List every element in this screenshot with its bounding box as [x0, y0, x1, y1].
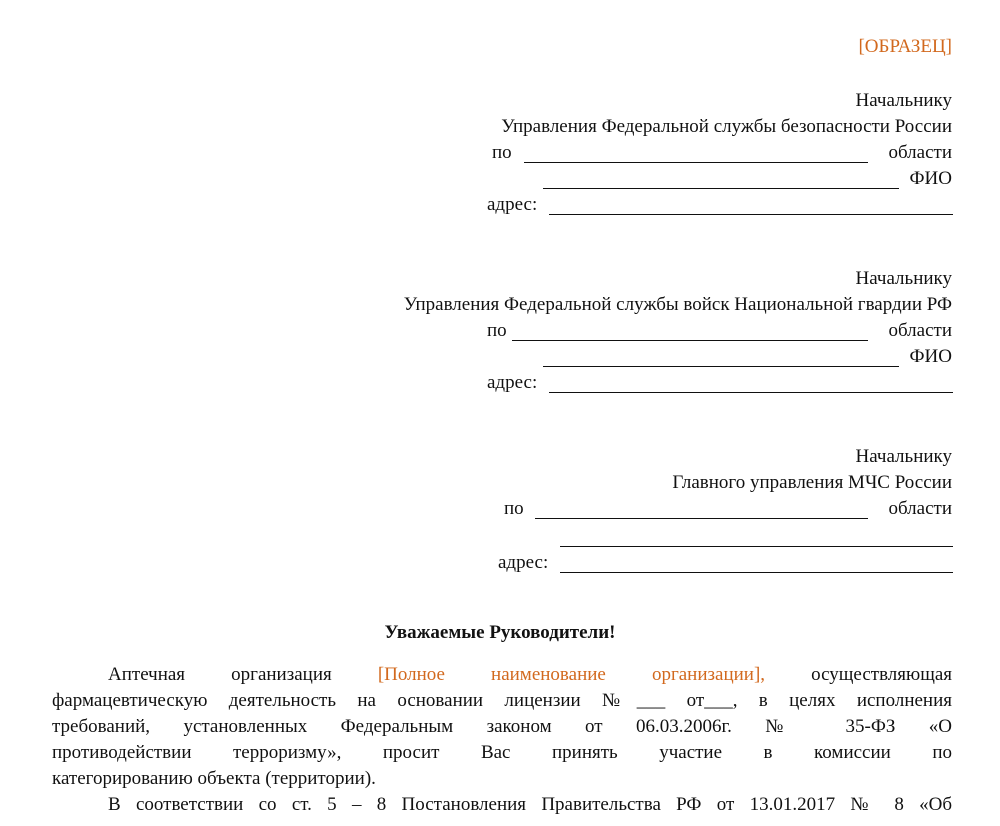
region-blank-line [535, 518, 868, 519]
greeting-heading: Уважаемые Руководители! [384, 622, 616, 643]
sample-mark: [ОБРАЗЕЦ] [858, 36, 952, 57]
body-paragraph-1 [52, 662, 952, 792]
oblast-label: области [888, 320, 952, 341]
po-label: по [504, 498, 524, 519]
org-name-placeholder: [Полное наименование организации], [377, 664, 766, 685]
addressee-title: Начальнику [855, 90, 952, 111]
paragraph-line: категорированию объекта (территории). [52, 768, 376, 789]
address-blank-line [549, 214, 953, 215]
paragraph-line: требований, установленных Федеральным законом от 06.03.2006г. № 35-ФЗ «О [52, 716, 952, 737]
fio-label: ФИО [909, 168, 952, 189]
fio-blank-line [543, 188, 899, 189]
oblast-label: области [888, 142, 952, 163]
paragraph-line: фармацевтическую деятельность на основании лицензии №___ от___, в целях исполнения [52, 690, 952, 711]
paragraph-line: противодействии терроризму», просит Вас принять участие в комиссии по [52, 742, 952, 763]
address-blank-line [549, 392, 953, 393]
po-label: по [492, 142, 512, 163]
paragraph-line: В соответствии со ст. 5 – 8 Постановления Правительства РФ от 13.01.2017 № 8 «Об [108, 794, 952, 815]
address-label: адрес: [498, 552, 549, 573]
paragraph-line: Аптечная организация [Полное наименование организации], осуществляющая [108, 664, 953, 685]
addressee-org: Главного управления МЧС России [672, 472, 952, 493]
address-label: адрес: [487, 372, 538, 393]
oblast-label: области [888, 498, 952, 519]
fio-blank-line [543, 366, 899, 367]
addressee-org: Управления Федеральной службы войск Национальной гвардии РФ [403, 294, 952, 315]
body-paragraph-2 [52, 792, 952, 818]
region-blank-line [524, 162, 868, 163]
addressee-title: Начальнику [855, 446, 952, 467]
address-blank-line [560, 572, 953, 573]
region-blank-line [512, 340, 868, 341]
fio-label: ФИО [909, 346, 952, 367]
address-label: адрес: [487, 194, 538, 215]
fio-blank-line [560, 546, 953, 547]
po-label: по [487, 320, 507, 341]
addressee-title: Начальнику [855, 268, 952, 289]
addressee-org: Управления Федеральной службы безопасности России [501, 116, 952, 137]
